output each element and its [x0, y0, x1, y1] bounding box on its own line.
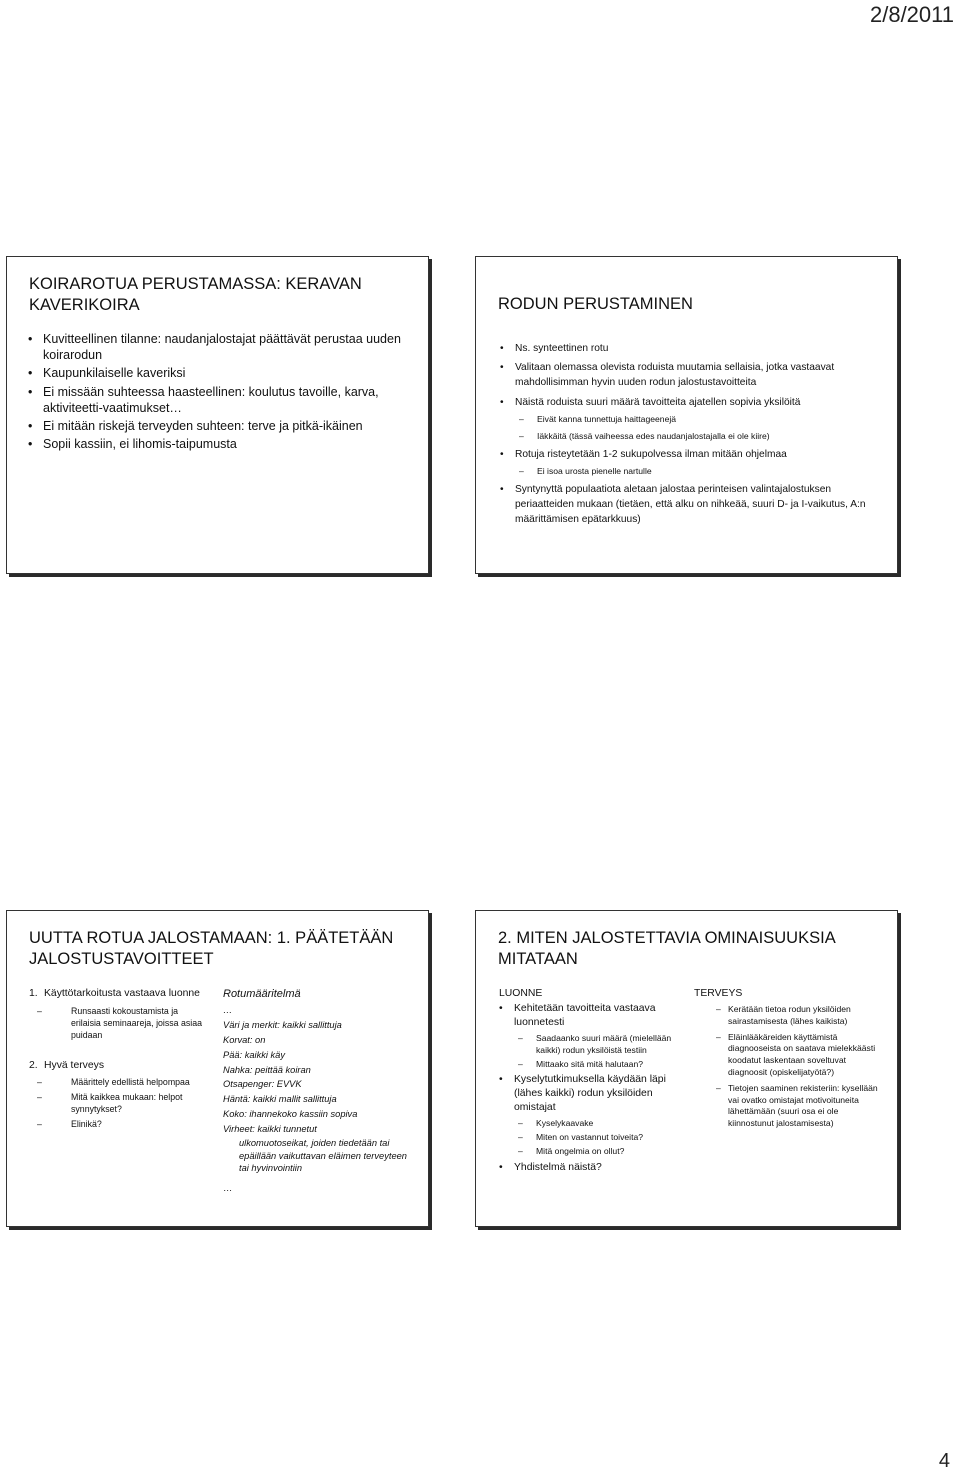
sub-bullet-list: [29, 1005, 204, 1041]
bullet-text: Rotuja risteytetään 1-2 sukupolvessa ilman mitään ohjelmaa: [515, 448, 787, 460]
slide-koirarotua-perustamassa: [6, 256, 429, 574]
sub-bullet-item: – Eläinlääkäreiden käyttämistä diagnooseista on saatava mielekkäästi koodatut laskentaan soveltuvat diagnoosit (opiskelijatyötä?): [694, 1032, 884, 1079]
slide-title: RODUN PERUSTAMINEN: [498, 295, 693, 313]
goals-column: [29, 987, 204, 1148]
standard-line: Korvat: on: [223, 1034, 266, 1045]
sub-bullet-list: [694, 1004, 884, 1130]
sub-bullet-item: – Ei isoa urosta pienelle nartulle: [515, 465, 881, 477]
item-number: 2.: [29, 1059, 38, 1071]
slide-title: KOIRAROTUA PERUSTAMASSA: KERAVAN KAVERIKOIRA: [29, 275, 362, 314]
sub-bullet-item: – Tietojen saaminen rekisteriin: kysellään vai ovatko omistajat motivoituneita lähettämään (suuri osa ei ole kiinnostunut jalostamisesta): [694, 1083, 884, 1130]
standard-line: Häntä: kaikki mallit sallittuja: [223, 1094, 337, 1105]
slide-jalostustavoitteet: [6, 910, 429, 1227]
item-text: Käyttötarkoitusta vastaava luonne: [44, 988, 200, 999]
sub-bullet-item: – Saadaanko suuri määrä (mielellään kaikki) rodun yksilöistä testiin: [514, 1033, 684, 1057]
bullet-text: Kehitetään tavoitteita vastaava luonnetesti: [514, 1003, 656, 1028]
bullet-item: • Syntynyttä populaatiota aletaan jalostaa perinteisen valintajalostuksen periaatteiden mukaan (tietäen, että alku on nihkeää, suuri D- ja I-vaikutus, A:n määrittämisen epätarkkuus): [500, 482, 881, 528]
sub-bullet-item: – Mittaako sitä mitä halutaan?: [514, 1059, 684, 1071]
slide-body: [28, 331, 410, 454]
slide-body: [500, 341, 881, 532]
bullet-item: • Kuvitteellinen tilanne: naudanjalostajat päättävät perustaa uuden koirarodun: [28, 331, 410, 363]
bullet-item: [500, 447, 881, 477]
breed-standard-column: [223, 987, 418, 1196]
sub-bullet-item: – Mitä kaikkea mukaan: helpot synnytykset?: [29, 1091, 204, 1115]
bullet-item: [500, 395, 881, 442]
item-text: Hyvä terveys: [44, 1059, 105, 1071]
health-column: [694, 987, 884, 1134]
bullet-item: • Ns. synteettinen rotu: [500, 341, 881, 356]
slide-title: UUTTA ROTUA JALOSTAMAAN: 1. PÄÄTETÄÄN JALOSTUSTAVOITTEET: [29, 929, 394, 968]
standard-faults-label: Virheet: kaikki tunnetut: [223, 1124, 317, 1135]
item-number: 1.: [29, 988, 38, 999]
sub-bullet-item: – Elinikä?: [29, 1118, 204, 1130]
bullet-item: [499, 1002, 684, 1070]
sub-bullet-item: – Mitä ongelmia on ollut?: [514, 1146, 684, 1158]
slide-rodun-perustaminen: [475, 256, 898, 574]
slide-mittaaminen: [475, 910, 898, 1227]
standard-line: Nahka: peittää koiran: [223, 1064, 311, 1075]
sub-bullet-list: [514, 1033, 684, 1070]
standard-line: Pää: kaikki käy: [223, 1049, 286, 1060]
bullet-text: Näistä roduista suuri määrä tavoitteita ajatellen sopivia yksilöitä: [515, 396, 801, 408]
sub-bullet-item: – Kerätään tietoa rodun yksilöiden sairastamisesta (lähes kaikista): [694, 1004, 884, 1028]
page-number: 4: [938, 1450, 950, 1472]
numbered-item: [29, 987, 204, 1001]
sub-bullet-item: – Miten on vastannut toiveita?: [514, 1132, 684, 1144]
column-heading: TERVEYS: [694, 988, 743, 999]
standard-ellipsis: …: [223, 1182, 233, 1193]
sub-bullet-item: – Kyselykaavake: [514, 1118, 684, 1130]
standard-line: Otsapenger: EVVK: [223, 1079, 302, 1090]
standard-lead: …: [223, 1004, 233, 1015]
breed-standard-heading: Rotumääritelmä: [223, 988, 301, 1000]
sub-bullet-item: – Eivät kanna tunnettuja haittageenejä: [515, 413, 881, 425]
bullet-item: • Sopii kassiin, ei lihomis-taipumusta: [28, 436, 410, 452]
bullet-item: • Valitaan olemassa olevista roduista muutamia sellaisia, jotka vastaavat mahdollisimman hyvin uuden rodun jalostustavoitteita: [500, 360, 881, 390]
bullet-item: • Kaupunkilaiselle kaveriksi: [28, 365, 410, 381]
standard-line: Koko: ihannekoko kassiin sopiva: [223, 1109, 358, 1120]
sub-bullet-item: – Runsaasti kokoustamista ja erilaisia seminaareja, joissa asiaa puidaan: [29, 1005, 204, 1041]
bullet-list: [28, 331, 410, 452]
sub-bullet-item: – Määrittely edellistä helpompaa: [29, 1076, 204, 1088]
numbered-item: [29, 1059, 204, 1073]
column-heading: LUONNE: [499, 988, 543, 999]
header-date: 2/8/2011: [869, 2, 954, 27]
sub-bullet-item: – Iäkkäitä (tässä vaiheessa edes naudanjalostajalla ei ole kiire): [515, 430, 881, 442]
temperament-column: [499, 987, 684, 1178]
bullet-item: • Ei missään suhteessa haasteellinen: koulutus tavoille, karva, aktiviteetti-vaatimukset…: [28, 384, 410, 416]
sub-bullet-list: [515, 465, 881, 477]
bullet-list: [500, 341, 881, 528]
sub-bullet-list: [514, 1118, 684, 1157]
standard-line: Väri ja merkit: kaikki sallittuja: [223, 1019, 342, 1030]
sub-bullet-list: [515, 413, 881, 442]
slide-title: 2. MITEN JALOSTETTAVIA OMINAISUUKSIA MITATAAN: [498, 929, 835, 968]
bullet-text: Kyselytutkimuksella käydään läpi (lähes kaikki) rodun yksilöiden omistajat: [514, 1074, 666, 1114]
standard-faults-detail: ulkomuotoseikat, joiden tiedetään tai epäillään vaikuttavan eläimen terveyteen tai hyvinvointiin: [239, 1138, 407, 1174]
bullet-item: [499, 1073, 684, 1157]
bullet-item: • Ei mitään riskejä terveyden suhteen: terve ja pitkä-ikäinen: [28, 418, 410, 434]
bullet-list: [499, 1002, 684, 1175]
bullet-item: • Yhdistelmä näistä?: [499, 1161, 684, 1175]
sub-bullet-list: [29, 1076, 204, 1130]
